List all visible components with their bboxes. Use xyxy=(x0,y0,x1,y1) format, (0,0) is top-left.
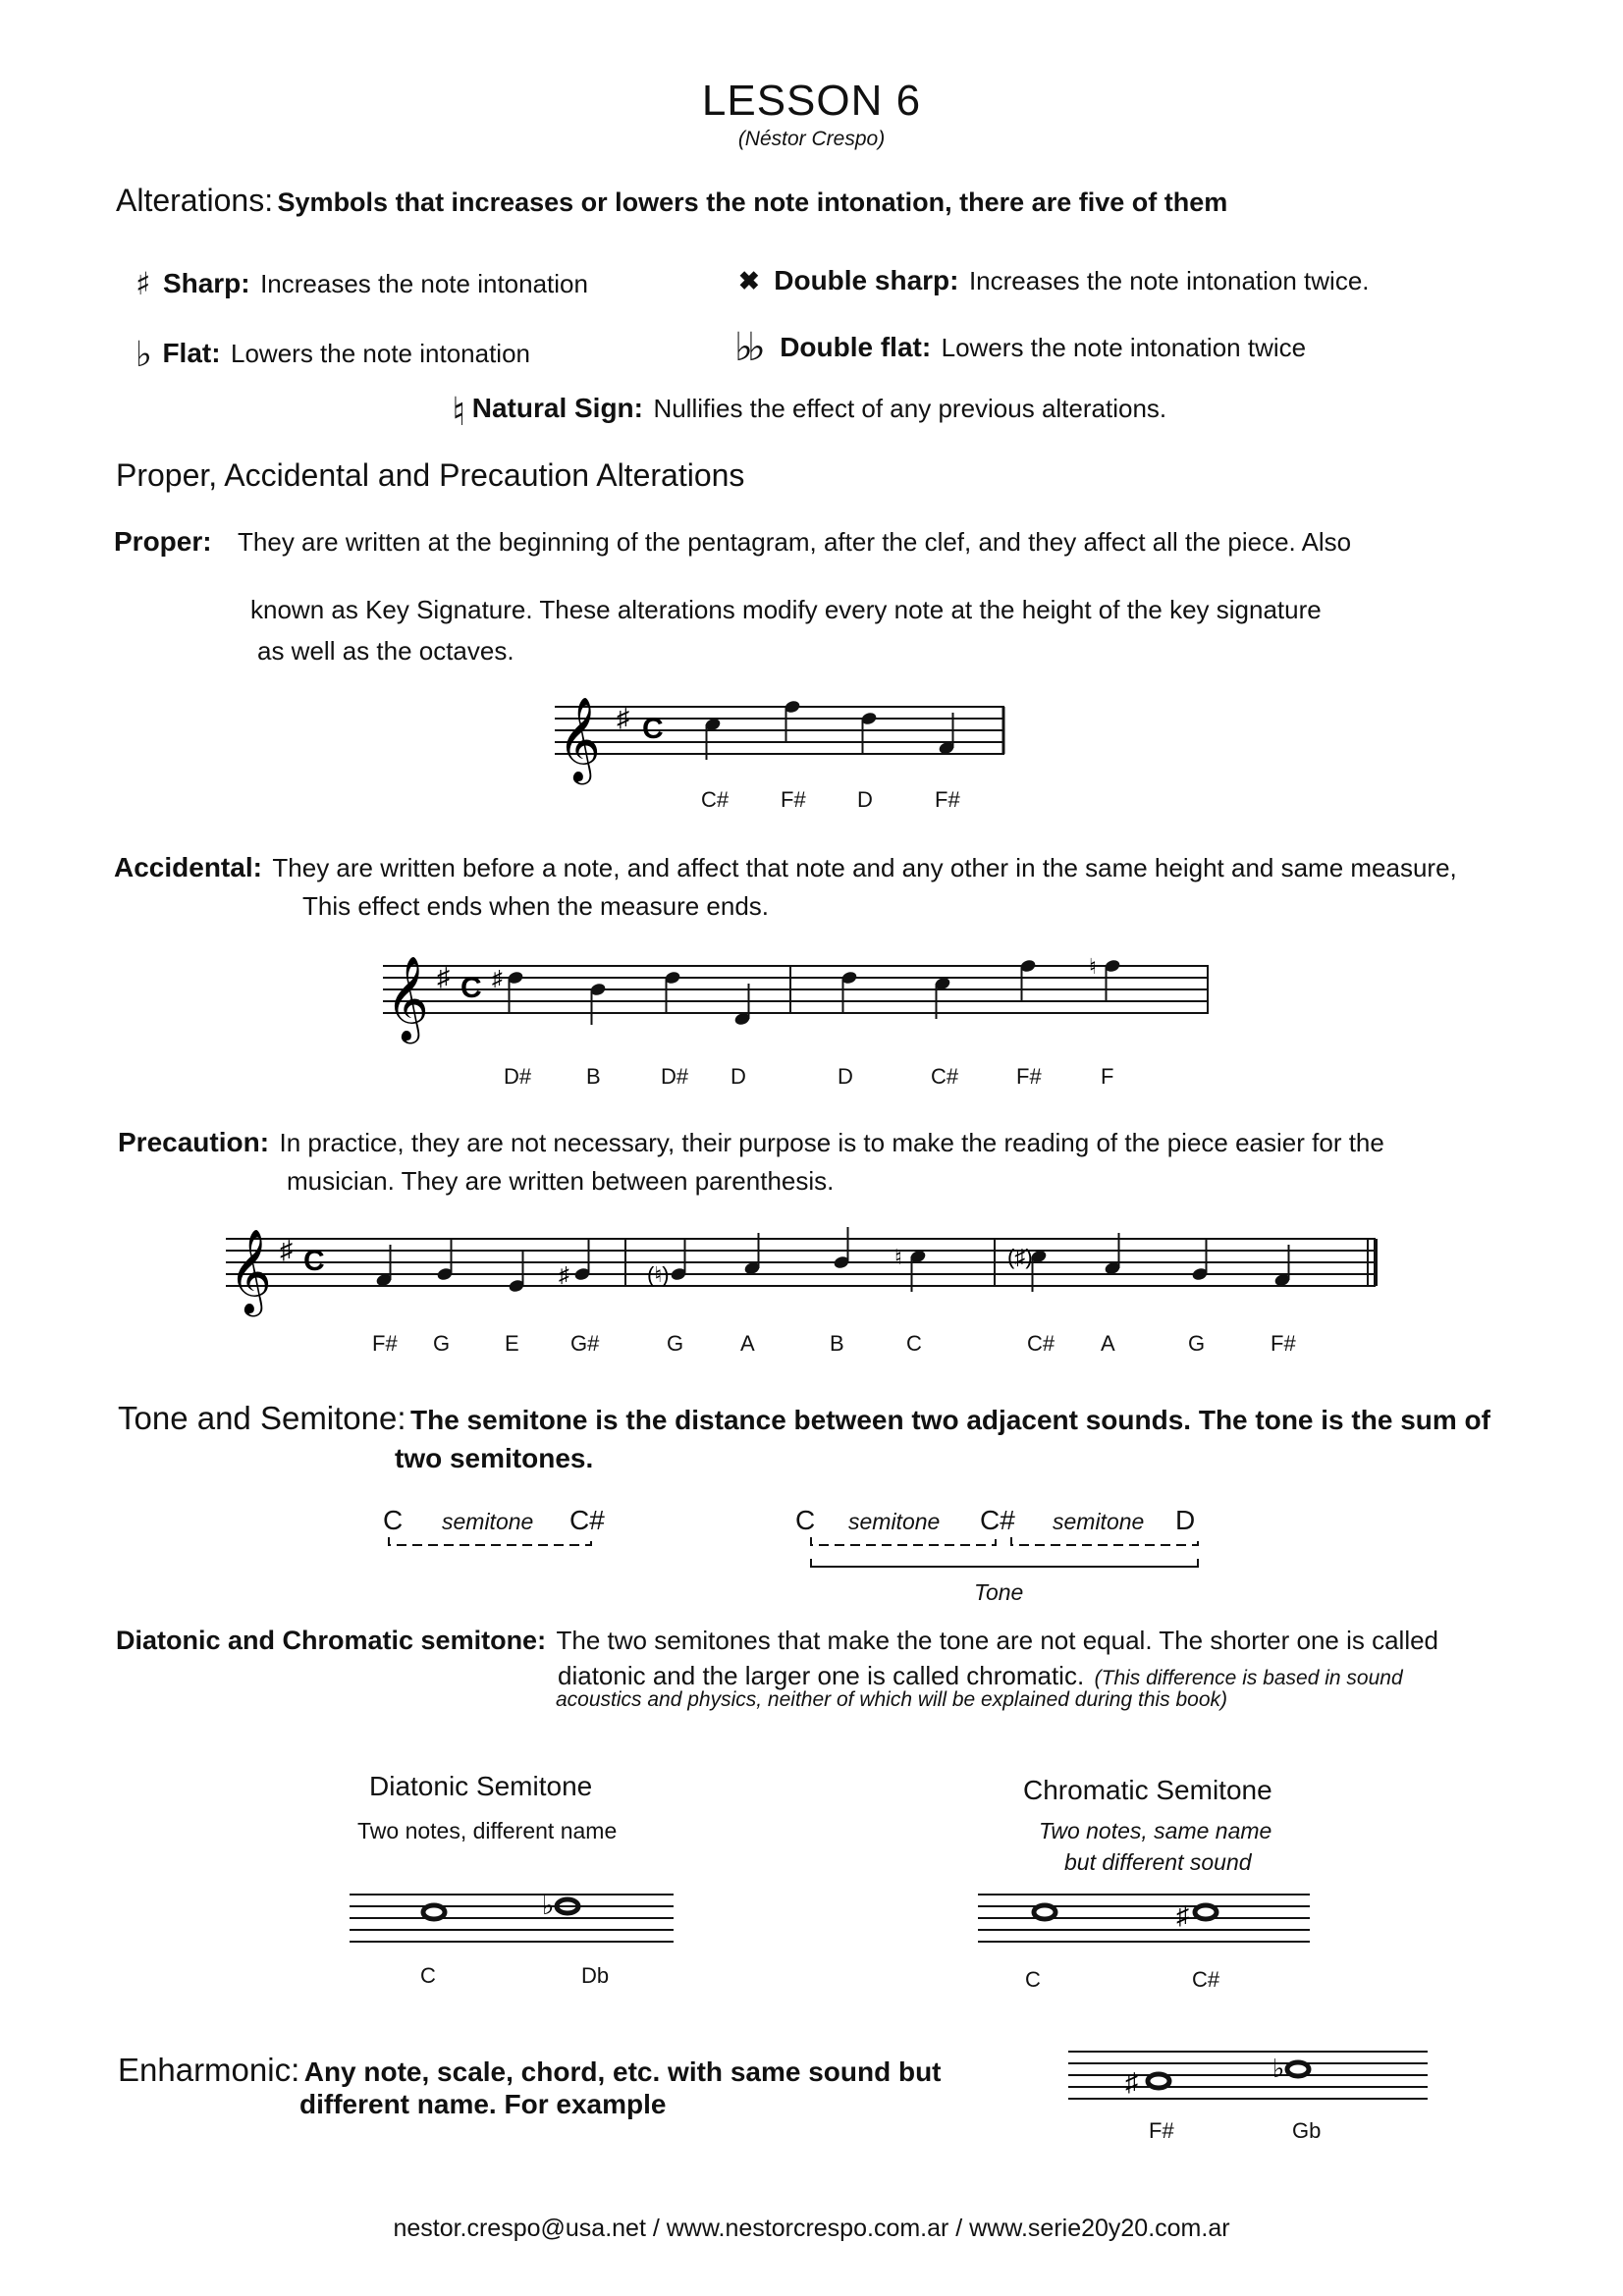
chromatic-note-1: C xyxy=(1025,1967,1041,1992)
diagram2-s2: semitone xyxy=(1053,1509,1145,1534)
diatonic-note1: (This difference is based in sound xyxy=(1094,1667,1403,1689)
double-sharp-text: Increases the note intonation twice. xyxy=(968,266,1370,295)
tone-heading: Tone and Semitone: xyxy=(118,1400,406,1436)
common-time-icon: C xyxy=(303,1245,325,1277)
diatonic-note2: acoustics and physics, neither of which will be explained during this book) xyxy=(556,1688,1228,1711)
note-label: C# xyxy=(931,1064,959,1089)
accidental-icon: ♮ xyxy=(894,1245,902,1269)
note-label: C# xyxy=(701,787,730,812)
double-sharp-label: Double sharp: xyxy=(774,265,959,295)
sharp-row xyxy=(135,265,588,302)
precaution-text2: musician. They are written between parenthesis. xyxy=(287,1166,835,1196)
svg-text:♭: ♭ xyxy=(1272,2054,1285,2083)
svg-text:♯: ♯ xyxy=(1125,2067,1138,2097)
note-label: C xyxy=(906,1331,922,1356)
note-label: F# xyxy=(781,787,806,812)
precaution-text1: In practice, they are not necessary, their purpose is to make the reading of the piece easier for the xyxy=(279,1128,1384,1157)
flat-row xyxy=(135,334,530,375)
alterations-heading: Alterations: xyxy=(116,183,274,218)
sharp-text: Increases the note intonation xyxy=(260,269,588,298)
natural-icon: ♮ xyxy=(452,389,466,435)
enharmonic-note-2: Gb xyxy=(1292,2118,1322,2143)
note-label: D xyxy=(857,787,873,812)
common-time-icon: C xyxy=(642,713,664,745)
enharmonic-text2: different name. For example xyxy=(299,2089,667,2119)
diatonic-note-2: Db xyxy=(581,1963,610,1988)
sharp-label: Sharp: xyxy=(162,268,250,298)
proper-staff xyxy=(550,685,1021,823)
double-sharp-icon: ✖ xyxy=(738,267,760,296)
diagram2-a: C xyxy=(795,1505,816,1535)
flat-text: Lowers the note intonation xyxy=(231,339,530,368)
tone-text1: The semitone is the distance between two adjacent sounds. The tone is the sum of xyxy=(410,1405,1490,1435)
diatonic-text2: diatonic and the larger one is called chromatic. xyxy=(558,1661,1085,1690)
precaution-staff xyxy=(221,1217,1389,1374)
note-label: C# xyxy=(1027,1331,1055,1356)
alterations-intro-text: Symbols that increases or lowers the note intonation, there are five of them xyxy=(277,187,1228,217)
double-sharp-row xyxy=(738,265,1370,296)
diatonic-text1: The two semitones that make the tone are not equal. The shorter one is called xyxy=(556,1626,1439,1655)
page-title: LESSON 6 xyxy=(701,77,922,125)
author: (Néstor Crespo) xyxy=(737,128,886,150)
natural-text: Nullifies the effect of any previous alterations. xyxy=(653,394,1167,423)
treble-clef-icon: 𝄞 xyxy=(386,957,429,1039)
note-label: F# xyxy=(1271,1331,1296,1356)
tone-line1 xyxy=(118,1400,1490,1437)
diagram2-tone: Tone xyxy=(974,1579,1024,1605)
note-label: E xyxy=(505,1331,519,1356)
alterations-intro xyxy=(116,183,1227,219)
enharmonic-text1: Any note, scale, chord, etc. with same sound but xyxy=(303,2056,942,2087)
accidental-icon: ♯ xyxy=(492,966,503,990)
diatonic-title: Diatonic Semitone xyxy=(369,1771,593,1801)
accidental-icon: (♮) xyxy=(647,1262,670,1287)
proper-text2: known as Key Signature. These alterations modify every note at the height of the key signature xyxy=(250,595,1322,624)
accidental-text1: They are written before a note, and affect that note and any other in the same height and same measure, xyxy=(272,853,1457,882)
diatonic-sub: Two notes, different name xyxy=(357,1818,618,1843)
diagram2-b: C# xyxy=(980,1505,1015,1535)
diatonic-line2 xyxy=(558,1661,1403,1691)
enharmonic-staff xyxy=(1064,2042,1437,2150)
note-label: F xyxy=(1101,1064,1114,1089)
treble-clef-icon: 𝄞 xyxy=(558,698,601,779)
enharmonic-line1 xyxy=(118,2052,942,2089)
note-label: B xyxy=(586,1064,601,1089)
precaution-line1 xyxy=(118,1127,1384,1158)
natural-row xyxy=(452,389,1166,435)
note-label: G# xyxy=(570,1331,600,1356)
treble-clef-icon: 𝄞 xyxy=(229,1230,272,1311)
key-sharp-icon: ♯ xyxy=(280,1235,293,1264)
note-label: G xyxy=(1188,1331,1206,1356)
svg-text:♭: ♭ xyxy=(542,1891,555,1920)
accidental-label: Accidental: xyxy=(114,852,262,882)
diagram1-from: C xyxy=(383,1505,404,1535)
key-sharp-icon: ♯ xyxy=(437,962,450,991)
sharp-icon: ♯ xyxy=(135,265,151,302)
flat-label: Flat: xyxy=(162,338,221,368)
chromatic-note-2: C# xyxy=(1192,1967,1220,1992)
semitone-diagrams xyxy=(373,1500,1257,1608)
diatonic-note-1: C xyxy=(420,1963,436,1988)
diatonic-line1 xyxy=(116,1626,1438,1656)
note-label: D xyxy=(838,1064,853,1089)
note-label: F# xyxy=(935,787,960,812)
chromatic-title: Chromatic Semitone xyxy=(1023,1775,1272,1805)
key-sharp-icon: ♯ xyxy=(617,703,629,732)
diatonic-staff xyxy=(346,1885,679,2002)
natural-label: Natural Sign: xyxy=(471,393,643,423)
accidental-text2: This effect ends when the measure ends. xyxy=(302,891,770,921)
diagram2-c: D xyxy=(1175,1505,1196,1535)
double-flat-label: Double flat: xyxy=(780,332,932,362)
kinds-heading: Proper, Accidental and Precaution Alterations xyxy=(116,457,745,493)
diagram2-s1: semitone xyxy=(848,1509,941,1534)
diagram1-to: C# xyxy=(569,1505,605,1535)
note-label: A xyxy=(740,1331,755,1356)
note-label: F# xyxy=(1016,1064,1042,1089)
note-label: G xyxy=(433,1331,451,1356)
diatonic-label: Diatonic and Chromatic semitone: xyxy=(116,1626,547,1655)
precaution-label: Precaution: xyxy=(118,1127,270,1157)
proper-line1 xyxy=(114,526,1351,558)
enharmonic-heading: Enharmonic: xyxy=(118,2052,300,2088)
proper-label: Proper: xyxy=(114,526,212,557)
chromatic-sub2: but different sound xyxy=(1064,1849,1252,1875)
note-label: D# xyxy=(661,1064,689,1089)
proper-text3: as well as the octaves. xyxy=(257,636,514,666)
chromatic-sub1: Two notes, same name xyxy=(1039,1818,1272,1843)
note-label: A xyxy=(1101,1331,1115,1356)
tone-text2: two semitones. xyxy=(395,1443,594,1473)
proper-text1: They are written at the beginning of the pentagram, after the clef, and they affect all the piece. Also xyxy=(238,527,1352,557)
note-label: G xyxy=(667,1331,684,1356)
note-label: B xyxy=(830,1331,844,1356)
common-time-icon: C xyxy=(460,972,482,1004)
note-label: D xyxy=(730,1064,746,1089)
accidental-icon: ♯ xyxy=(559,1262,569,1287)
note-label: D# xyxy=(504,1064,532,1089)
double-flat-text: Lowers the note intonation twice xyxy=(941,333,1307,362)
enharmonic-note-1: F# xyxy=(1149,2118,1174,2143)
double-flat-row xyxy=(734,324,1306,370)
accidental-icon: ♮ xyxy=(1089,954,1097,979)
accidental-icon: (♯) xyxy=(1007,1245,1033,1269)
flat-icon: ♭ xyxy=(135,334,152,375)
accidental-staff xyxy=(378,944,1222,1101)
accidental-line1 xyxy=(114,852,1457,883)
note-label: F# xyxy=(372,1331,398,1356)
svg-text:♯: ♯ xyxy=(1176,1900,1189,1930)
double-flat-icon: ♭♭ xyxy=(734,324,760,370)
chromatic-staff xyxy=(974,1885,1318,2002)
diagram1-mid: semitone xyxy=(442,1509,534,1534)
footer-links: nestor.crespo@usa.net / www.nestorcrespo.com.ar / www.serie20y20.com.ar xyxy=(393,2215,1230,2242)
